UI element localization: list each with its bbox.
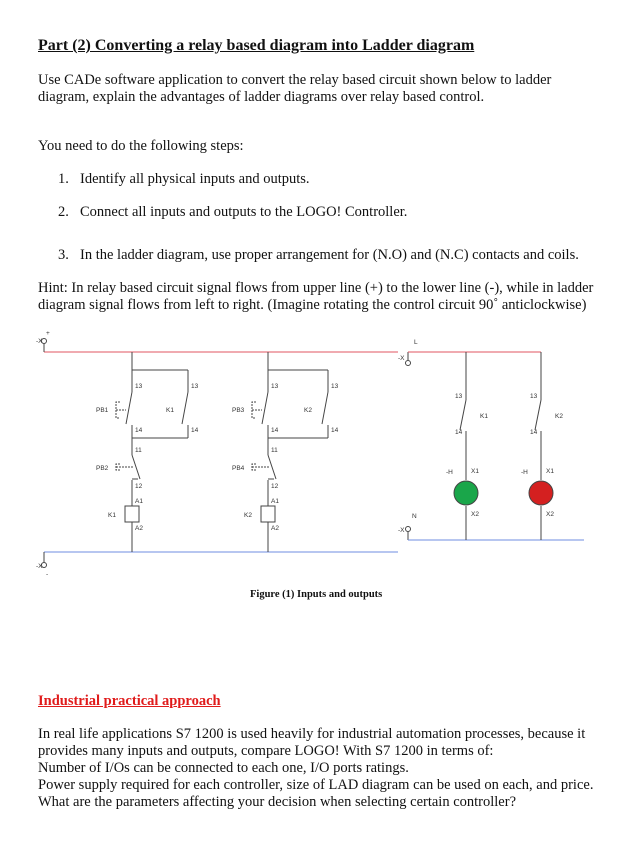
- intro-paragraph: [38, 72, 551, 106]
- paragraph-line: What are the parameters affecting your decision when selecting certain controller?: [38, 794, 517, 810]
- h-label: -H: [446, 469, 453, 476]
- k2-coil-label: K2: [244, 512, 252, 519]
- step-number: 3.: [58, 247, 69, 263]
- terminal-a1: A1: [135, 498, 143, 505]
- hint-line-2: diagram signal flows from left to right. (Imagine rotating the control circuit 90˚ anticlockwise): [38, 297, 587, 313]
- terminal-13: 13: [455, 393, 463, 400]
- terminal-a2: A2: [135, 525, 143, 532]
- step-text: In the ladder diagram, use proper arrangement for (N.O) and (N.C) contacts and coils.: [80, 247, 579, 263]
- hint-line-1: Hint: In relay based circuit signal flows from upper line (+) to the lower line (-), while in ladder: [38, 280, 594, 296]
- supply-left-bottom-label: -X: [36, 563, 43, 570]
- x2-label: X2: [471, 511, 479, 518]
- figure-caption: Figure (1) Inputs and outputs: [250, 589, 383, 600]
- terminal-a1: A1: [271, 498, 279, 505]
- paragraph-line: Power supply required for each controller, size of LAD diagram can be used on each, and price.: [38, 777, 594, 793]
- terminal-13: 13: [331, 383, 339, 390]
- k2-lamp-contact-label: K2: [555, 413, 563, 420]
- k1-lamp-contact-label: K1: [480, 413, 488, 420]
- terminal-11: 11: [271, 447, 278, 454]
- pb1-label: PB1: [96, 407, 109, 414]
- paragraph-line: In real life applications S7 1200 is used heavily for industrial automation processes, because it: [38, 726, 586, 742]
- paragraph-line: Number of I/Os can be connected to each one, I/O ports ratings.: [38, 760, 409, 776]
- step-number: 1.: [58, 171, 69, 187]
- pb4-label: PB4: [232, 465, 245, 472]
- step-text: Identify all physical inputs and outputs.: [80, 171, 310, 187]
- step-item: [58, 204, 407, 221]
- intro-line-2: diagram, explain the advantages of ladder diagrams over relay based control.: [38, 89, 485, 105]
- plus-label: +: [46, 330, 50, 337]
- terminal-13: 13: [135, 383, 143, 390]
- pb3-label: PB3: [232, 407, 245, 414]
- terminal-14: 14: [530, 429, 538, 436]
- intro-line-1: Use CADe software application to convert the relay based circuit shown below to ladder: [38, 72, 552, 88]
- x1-label: X1: [546, 468, 554, 475]
- k1-contact-label: K1: [166, 407, 174, 414]
- step-item: [58, 247, 579, 264]
- terminal-14: 14: [455, 429, 463, 436]
- section-title: Industrial practical approach: [38, 693, 221, 709]
- step-item: [58, 171, 310, 188]
- terminal-14: 14: [191, 427, 199, 434]
- terminal-13: 13: [191, 383, 199, 390]
- terminal-14: 14: [135, 427, 143, 434]
- n-label: N: [412, 513, 417, 520]
- terminal-12: 12: [135, 483, 143, 490]
- relay-circuit-diagram: [36, 330, 596, 580]
- supply-left-label: -X: [36, 338, 43, 345]
- step-text: Connect all inputs and outputs to the LOGO! Controller.: [80, 204, 408, 220]
- terminal-13: 13: [271, 383, 279, 390]
- terminal-11: 11: [135, 447, 142, 454]
- paragraph-line: provides many inputs and outputs, compare LOGO! With S7 1200 in terms of:: [38, 743, 494, 759]
- terminal-14: 14: [271, 427, 279, 434]
- minus-label: -: [46, 571, 49, 578]
- step-number: 2.: [58, 204, 69, 220]
- h-label: -H: [521, 469, 528, 476]
- page-title: Part (2) Converting a relay based diagram into Ladder diagram: [38, 37, 475, 54]
- steps-lead: You need to do the following steps:: [38, 138, 244, 154]
- hint-paragraph: [38, 280, 593, 314]
- terminal-13: 13: [530, 393, 538, 400]
- x2-label: X2: [546, 511, 554, 518]
- k1-coil-label: K1: [108, 512, 116, 519]
- supply-right-label: -X: [398, 355, 405, 362]
- green-indicator-lamp: [454, 481, 478, 505]
- terminal-14: 14: [331, 427, 339, 434]
- red-indicator-lamp: [529, 481, 553, 505]
- terminal-12: 12: [271, 483, 279, 490]
- k2-contact-label: K2: [304, 407, 312, 414]
- practical-paragraph: [38, 726, 593, 811]
- supply-right-bottom-label: -X: [398, 527, 405, 534]
- l-label: L: [414, 339, 418, 346]
- pb2-label: PB2: [96, 465, 109, 472]
- x1-label: X1: [471, 468, 479, 475]
- terminal-a2: A2: [271, 525, 279, 532]
